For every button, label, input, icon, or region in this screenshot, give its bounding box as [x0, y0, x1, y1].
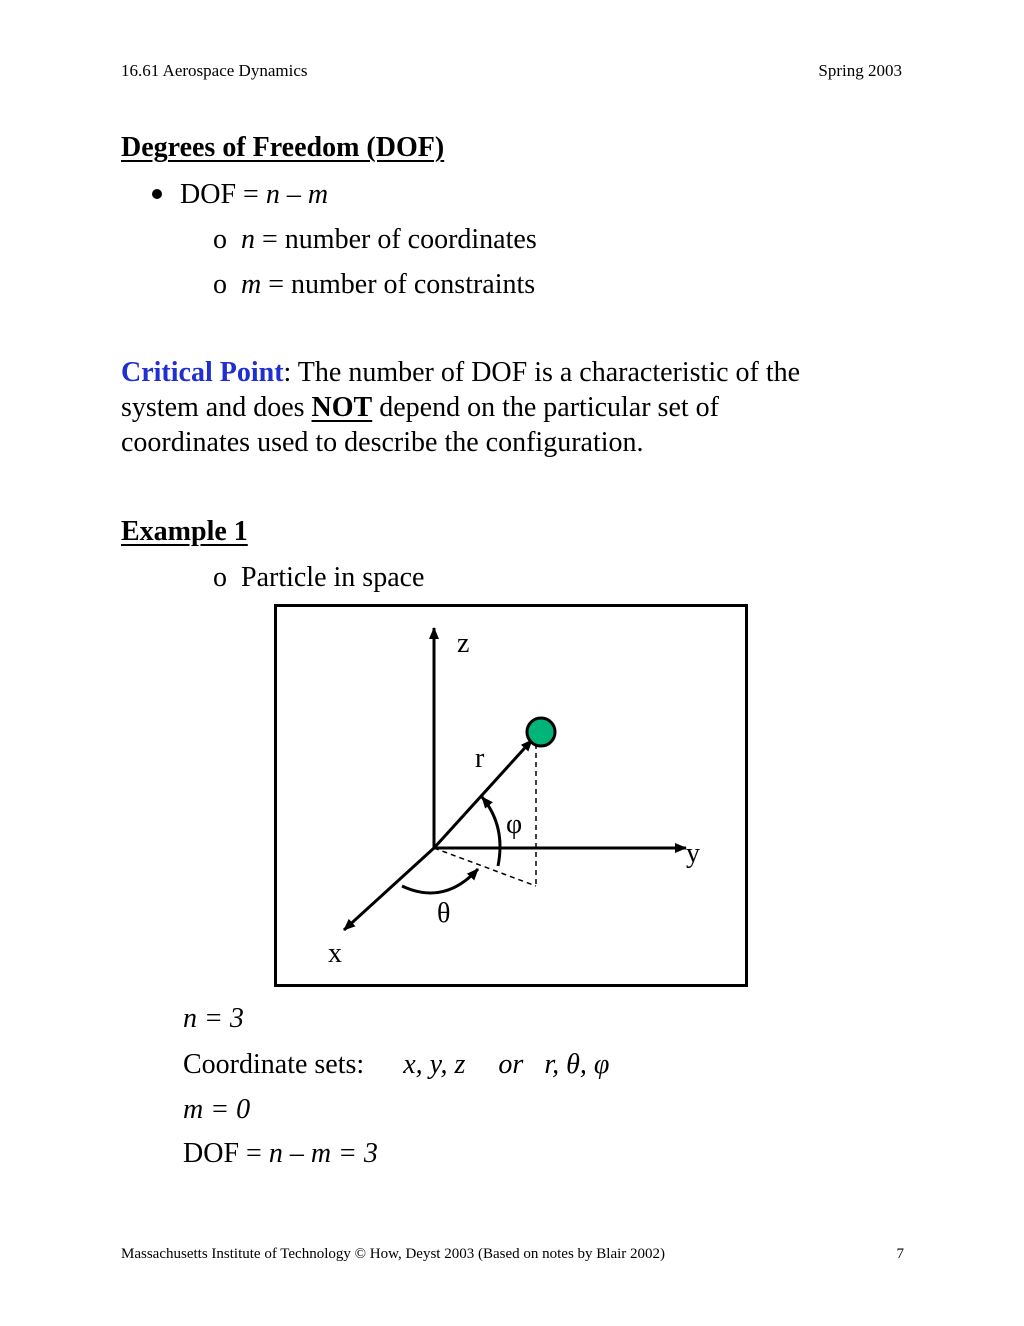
- subitem-marker: o: [213, 269, 227, 300]
- phi-arc: [482, 797, 500, 866]
- subitem-var: m: [241, 269, 262, 300]
- subitem-marker: o: [213, 224, 227, 255]
- critical-label: Critical Point: [121, 357, 284, 388]
- phi-label: φ: [506, 809, 523, 840]
- dof-result: [183, 1138, 378, 1170]
- coordinate-set-cartesian: x, y, z: [403, 1049, 466, 1080]
- subitem-var: n: [241, 224, 255, 255]
- x-axis: [344, 848, 434, 930]
- particle-marker: [527, 718, 555, 746]
- dof-bullet-formula: n – m: [265, 179, 329, 210]
- critical-line-2: [121, 392, 719, 424]
- subitem-m: [213, 269, 535, 301]
- dof-result-lead: DOF =: [183, 1138, 269, 1169]
- subitem-text: = number of coordinates: [255, 224, 537, 255]
- m-value: m = 0: [183, 1094, 251, 1125]
- subitem-n: [213, 224, 537, 256]
- r-vector-label: r: [475, 743, 485, 774]
- section-title: Degrees of Freedom (DOF): [121, 132, 445, 163]
- y-axis-label: y: [686, 838, 700, 869]
- example-item-text: Particle in space: [241, 562, 425, 593]
- critical-line-1: [121, 357, 800, 389]
- header-course: 16.61 Aerospace Dynamics: [121, 61, 308, 80]
- dof-bullet-lead: DOF =: [180, 179, 266, 210]
- page-number: 7: [896, 1246, 904, 1262]
- critical-line2-b: depend on the particular set of: [372, 392, 719, 423]
- header-term: Spring 2003: [818, 61, 902, 80]
- projection-ground: [434, 848, 536, 886]
- example-item-marker: o: [213, 562, 227, 593]
- x-axis-label: x: [328, 938, 342, 969]
- coordinate-sets-label: Coordinate sets:: [183, 1049, 365, 1080]
- theta-label: θ: [437, 898, 451, 929]
- footer-text: Massachusetts Institute of Technology © How, Deyst 2003 (Based on notes by Blair 2002): [121, 1246, 666, 1262]
- particle-diagram: [274, 604, 748, 987]
- particle-figure: [274, 604, 748, 987]
- z-axis-label: z: [457, 628, 470, 659]
- coordinate-or: or: [498, 1049, 524, 1080]
- critical-line-3: coordinates used to describe the configuration.: [121, 427, 644, 458]
- subitem-text: = number of constraints: [261, 269, 536, 300]
- bullet-dot-icon: [152, 189, 162, 199]
- coordinate-set-spherical: r, θ, φ: [544, 1049, 610, 1080]
- example-item: [213, 562, 424, 594]
- critical-line1-text: : The number of DOF is a characteristic of the: [283, 357, 801, 388]
- coordinate-sets: [183, 1049, 609, 1081]
- dof-bullet: [152, 179, 328, 211]
- dof-result-formula: n – m = 3: [268, 1138, 378, 1169]
- theta-arc: [402, 869, 478, 893]
- critical-line2-a: system and does: [121, 392, 312, 423]
- n-value: n = 3: [183, 1003, 244, 1034]
- example-title: Example 1: [121, 516, 248, 547]
- critical-emphasis: NOT: [311, 392, 373, 423]
